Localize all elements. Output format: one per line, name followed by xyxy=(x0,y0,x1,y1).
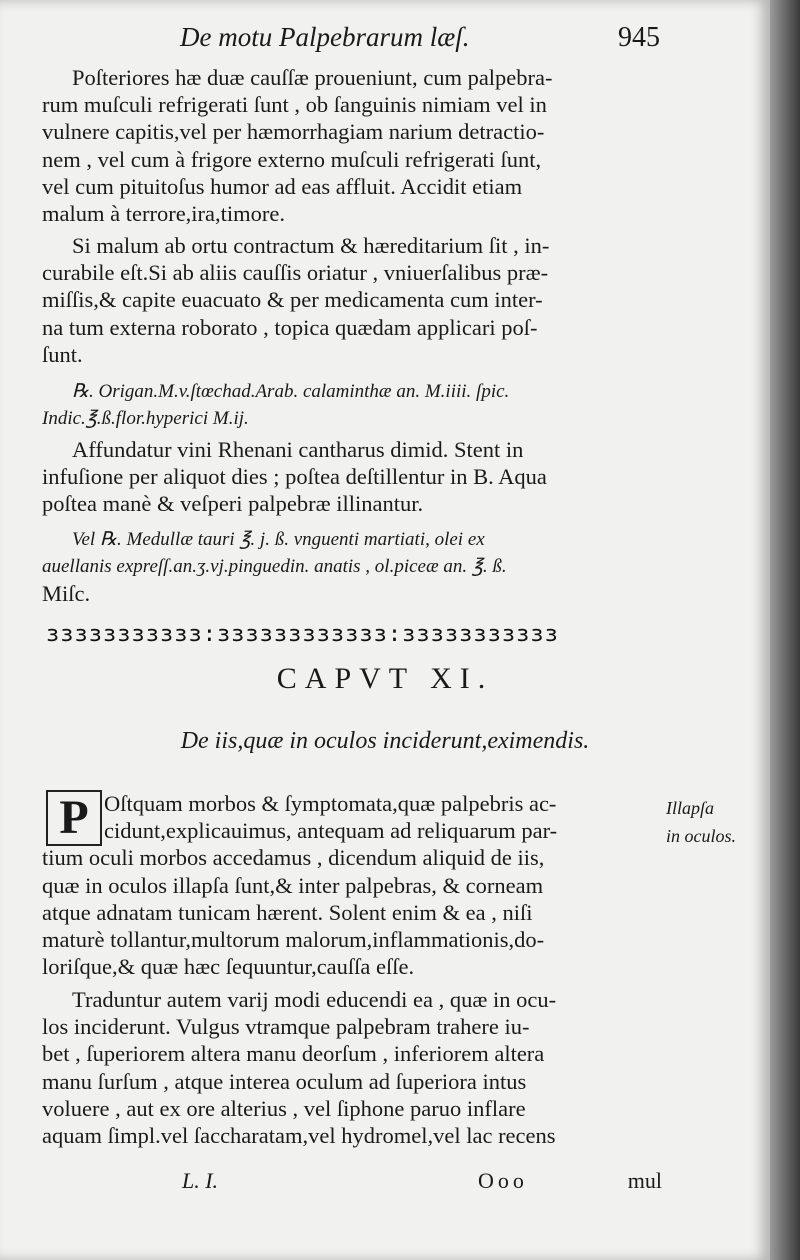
text-line: vulnere capitis,vel per hæmorrhagiam narium detractio- xyxy=(42,119,545,145)
text-line: Traduntur autem varij modi educendi ea , quæ in ocu- xyxy=(72,987,557,1012)
text-line: Indic.℥.ß.flor.hyperici M.ij. xyxy=(42,408,249,430)
paragraph-1 xyxy=(42,64,660,227)
text-line: vel cum pituitoſus humor ad eas affluit. Accidit etiam xyxy=(42,173,523,199)
text-line: loriſque,& quæ hæc ſequuntur,cauſſa eſſe. xyxy=(42,954,415,980)
text-line: Miſc. xyxy=(42,581,91,607)
page-header xyxy=(180,22,660,58)
paragraph-3 xyxy=(42,436,660,518)
page-footer xyxy=(182,1168,662,1198)
text-line: bet , ſuperiorem altera manu deorſum , inferiorem altera xyxy=(42,1041,545,1067)
text-line: ℞. Origan.M.v.ſtœchad.Arab. calaminthæ an. M.iiii. ſpic. xyxy=(72,381,510,402)
text-line: poſtea manè & veſperi palpebræ illinantur. xyxy=(42,491,424,517)
text-line: Affundatur vini Rhenani cantharus dimid. Stent in xyxy=(72,437,524,462)
text-line: voluere , aut ex ore alterius , vel ſiphone paruo inflare xyxy=(42,1095,526,1121)
margin-note-line: in oculos. xyxy=(666,826,736,846)
text-line: Oſtquam morbos & ſymptomata,quæ palpebris ac- xyxy=(104,791,557,816)
text-line: miſſis,& capite euacuato & per medicamenta cum inter- xyxy=(42,287,543,313)
catchword: mul xyxy=(627,1168,662,1193)
ornamental-divider: ɜɜɜɜɜɜɜɜɜɜɜ:ɜɜɜɜɜɜɜɜɜɜɜɜ:ɜɜɜɜɜɜɜɜɜɜɜ xyxy=(46,622,559,647)
text-line: tium oculi morbos accedamus , dicendum aliquid de iis, xyxy=(42,845,545,871)
text-line: rum muſculi refrigerati ſunt , ob ſanguinis nimiam vel in xyxy=(42,92,547,118)
text-line: Si malum ab ortu contractum & hæreditarium ſit , in- xyxy=(72,233,550,258)
text-line: los inciderunt. Vulgus vtramque palpebram trahere iu- xyxy=(42,1014,530,1040)
text-line: aquam ſimpl.vel ſaccharatam,vel hydromel,vel lac recens xyxy=(42,1123,556,1149)
text-line: curabile eſt.Si ab aliis cauſſis oriatur , vniuerſalibus præ- xyxy=(42,260,549,286)
text-line: malum à terrore,ira,timore. xyxy=(42,201,286,227)
text-line: nem , vel cum à frigore externo muſculi refrigerati ſunt, xyxy=(42,146,542,172)
recipe-2 xyxy=(42,526,660,608)
text-line: na tum externa roborato , topica quædam applicari poſ- xyxy=(42,314,538,340)
paragraph-2 xyxy=(42,232,660,368)
gathering-mark: Ooo xyxy=(478,1168,528,1193)
paragraph-4 xyxy=(42,790,660,980)
text-line: Poſteriores hæ duæ cauſſæ proueniunt, cum palpebra- xyxy=(72,65,553,90)
text-line: manu ſurſum , atque interea oculum ad ſuperiora intus xyxy=(42,1068,527,1094)
chapter-heading: CAPVT XI. xyxy=(276,662,494,695)
page-number: 945 xyxy=(618,22,660,53)
recipe-1 xyxy=(42,378,660,432)
paragraph-5 xyxy=(42,986,660,1149)
drop-cap: P xyxy=(46,790,102,846)
margin-note-line: Illapſa xyxy=(666,798,714,818)
signature-mark: L. I. xyxy=(182,1168,219,1193)
text-line: infuſione per aliquot dies ; poſtea deſtillentur in B. Aqua xyxy=(42,464,547,490)
text-line: ſunt. xyxy=(42,341,83,367)
text-line: Vel ℞. Medullæ tauri ℥. j. ß. vnguenti martiati, olei ex xyxy=(72,529,485,550)
text-line: cidunt,explicauimus, antequam ad reliquarum par- xyxy=(104,818,558,844)
text-line: quæ in oculos illapſa ſunt,& inter palpebras, & corneam xyxy=(42,872,544,898)
margin-note xyxy=(666,794,766,850)
text-line: maturè tollantur,multorum malorum,inflammationis,do- xyxy=(42,927,545,953)
text-line: atque adnatam tunicam hærent. Solent enim & ea , niſi xyxy=(42,899,533,925)
book-spine-shadow xyxy=(770,0,800,1260)
running-title: De motu Palpebrarum læſ. xyxy=(180,22,470,52)
text-line: auellanis expreſſ.an.ʒ.vj.pinguedin. anatis , ol.piceæ an. ℥. ß. xyxy=(42,556,507,578)
chapter-subtitle: De iis,quæ in oculos inciderunt,eximendis. xyxy=(180,728,590,754)
